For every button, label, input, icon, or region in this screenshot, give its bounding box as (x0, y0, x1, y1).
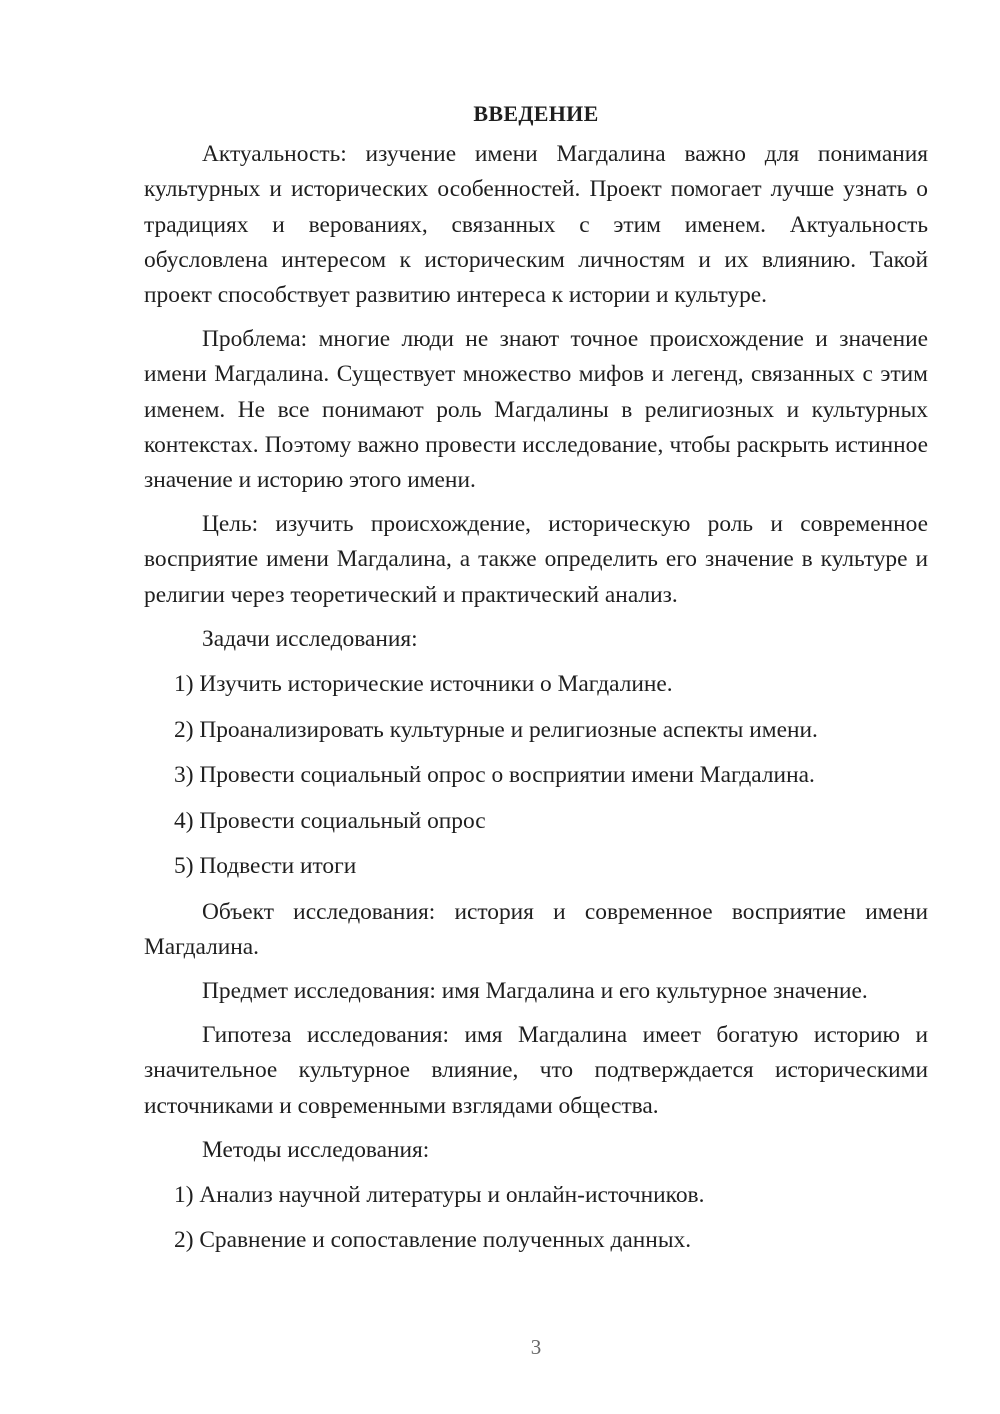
list-item: 2) Сравнение и сопоставление полученных данных. (174, 1227, 692, 1254)
paragraph-goal: Цель: изучить происхождение, историческую роль и современное восприятие имени Магдалина, а также определить его значение в культуре и религии через теоретический и практический анализ. (144, 511, 928, 608)
list-item: 5) Подвести итоги (174, 853, 357, 880)
page-content (144, 96, 928, 1269)
paragraph-object: Объект исследования: история и современное восприятие имени Магдалина. (144, 898, 928, 960)
tasks-list (144, 667, 928, 884)
methods-list (144, 1178, 928, 1259)
paragraph-hypothesis: Гипотеза исследования: имя Магдалина имеет богатую историю и значительное культурное влияние, что подтверждается историческими источниками и современными взглядами общества. (144, 1022, 928, 1119)
list-item: 4) Провести социальный опрос (174, 807, 486, 834)
list-item: 1) Изучить исторические источники о Магдалине. (174, 671, 673, 698)
paragraph-problem: Проблема: многие люди не знают точное происхождение и значение имени Магдалина. Существует множество мифов и легенд, связанных с этим именем. Не все понимают роль Магдалины в религиозных и культурных контекстах. Поэтому важно провести исследование, чтобы раскрыть истинное значение и историю этого имени. (144, 326, 928, 494)
list-item: 1) Анализ научной литературы и онлайн-источников. (174, 1181, 705, 1208)
paragraph-relevance: Актуальность: изучение имени Магдалина важно для понимания культурных и исторических особенностей. Проект помогает лучше узнать о традициях и верованиях, связанных с этим именем. Актуальность обусловлена интересом к историческим личностям и их влиянию. Такой проект способствует развитию интереса к истории и культуре. (144, 141, 928, 309)
list-item: 2) Проанализировать культурные и религиозные аспекты имени. (174, 716, 818, 743)
methods-heading: Методы исследования: (202, 1136, 430, 1163)
list-item: 3) Провести социальный опрос о восприятии имени Магдалина. (174, 762, 815, 789)
page-number: 3 (530, 1335, 542, 1359)
section-title: ВВЕДЕНИЕ (473, 101, 599, 126)
tasks-heading: Задачи исследования: (202, 625, 418, 652)
paragraph-subject: Предмет исследования: имя Магдалина и его культурное значение. (202, 977, 868, 1004)
